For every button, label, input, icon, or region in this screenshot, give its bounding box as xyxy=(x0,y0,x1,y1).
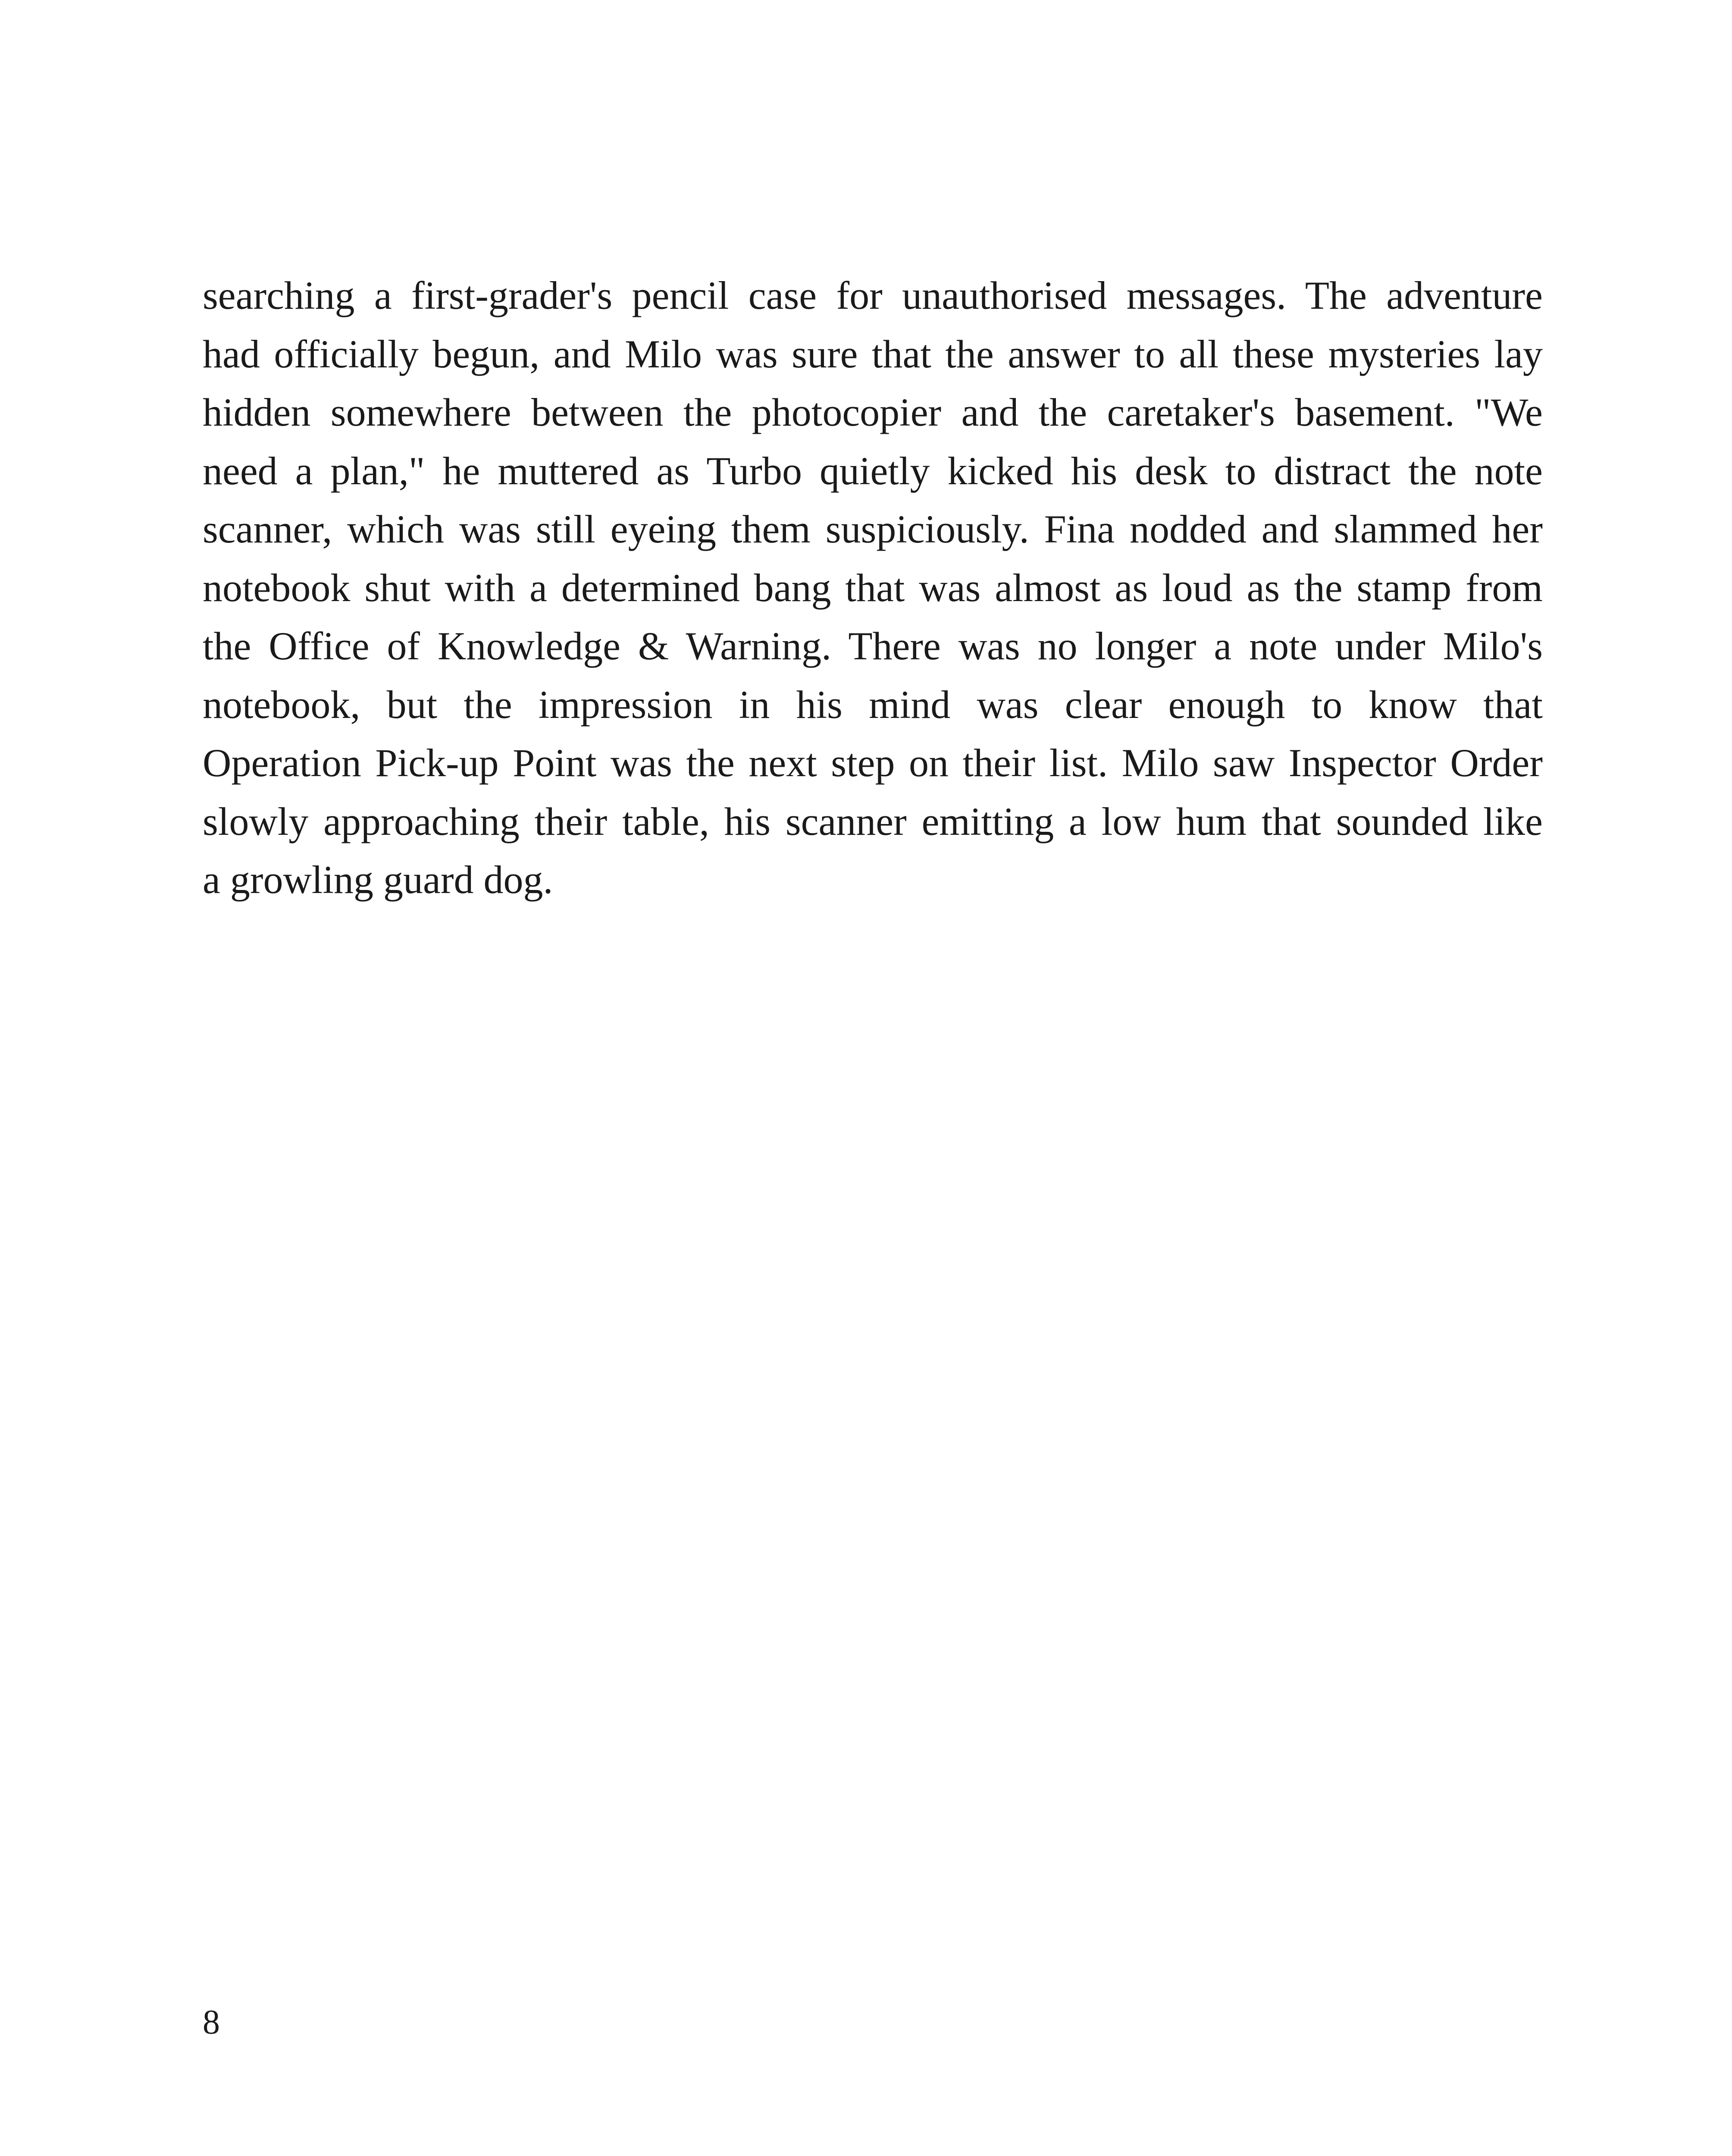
paragraph-line-1: searching a first-grader's pencil case for unauthorised messages. The adventure xyxy=(203,273,1543,317)
paragraph-line-11: a growling guard dog. xyxy=(203,858,553,902)
paragraph-line-4: need a plan," he muttered as Turbo quietly kicked his desk to distract the note xyxy=(203,448,1543,493)
paragraph-line-2: had officially begun, and Milo was sure that the answer to all these mysteries lay xyxy=(203,332,1543,376)
paragraph-line-10: slowly approaching their table, his scanner emitting a low hum that sounded like xyxy=(203,799,1543,843)
paragraph-line-7: the Office of Knowledge & Warning. There was no longer a note under Milo's xyxy=(203,624,1543,668)
paragraph-line-6: notebook shut with a determined bang that was almost as loud as the stamp from xyxy=(203,565,1543,610)
paragraph-line-5: scanner, which was still eyeing them suspiciously. Fina nodded and slammed her xyxy=(203,507,1543,551)
paragraph-line-8: notebook, but the impression in his mind was clear enough to know that xyxy=(203,682,1543,727)
paragraph-line-3: hidden somewhere between the photocopier and the caretaker's basement. "We xyxy=(203,390,1543,434)
body-paragraph xyxy=(203,266,1543,909)
page-number: 8 xyxy=(203,2003,220,2041)
paragraph-line-9: Operation Pick-up Point was the next step on their list. Milo saw Inspector Order xyxy=(203,741,1543,785)
